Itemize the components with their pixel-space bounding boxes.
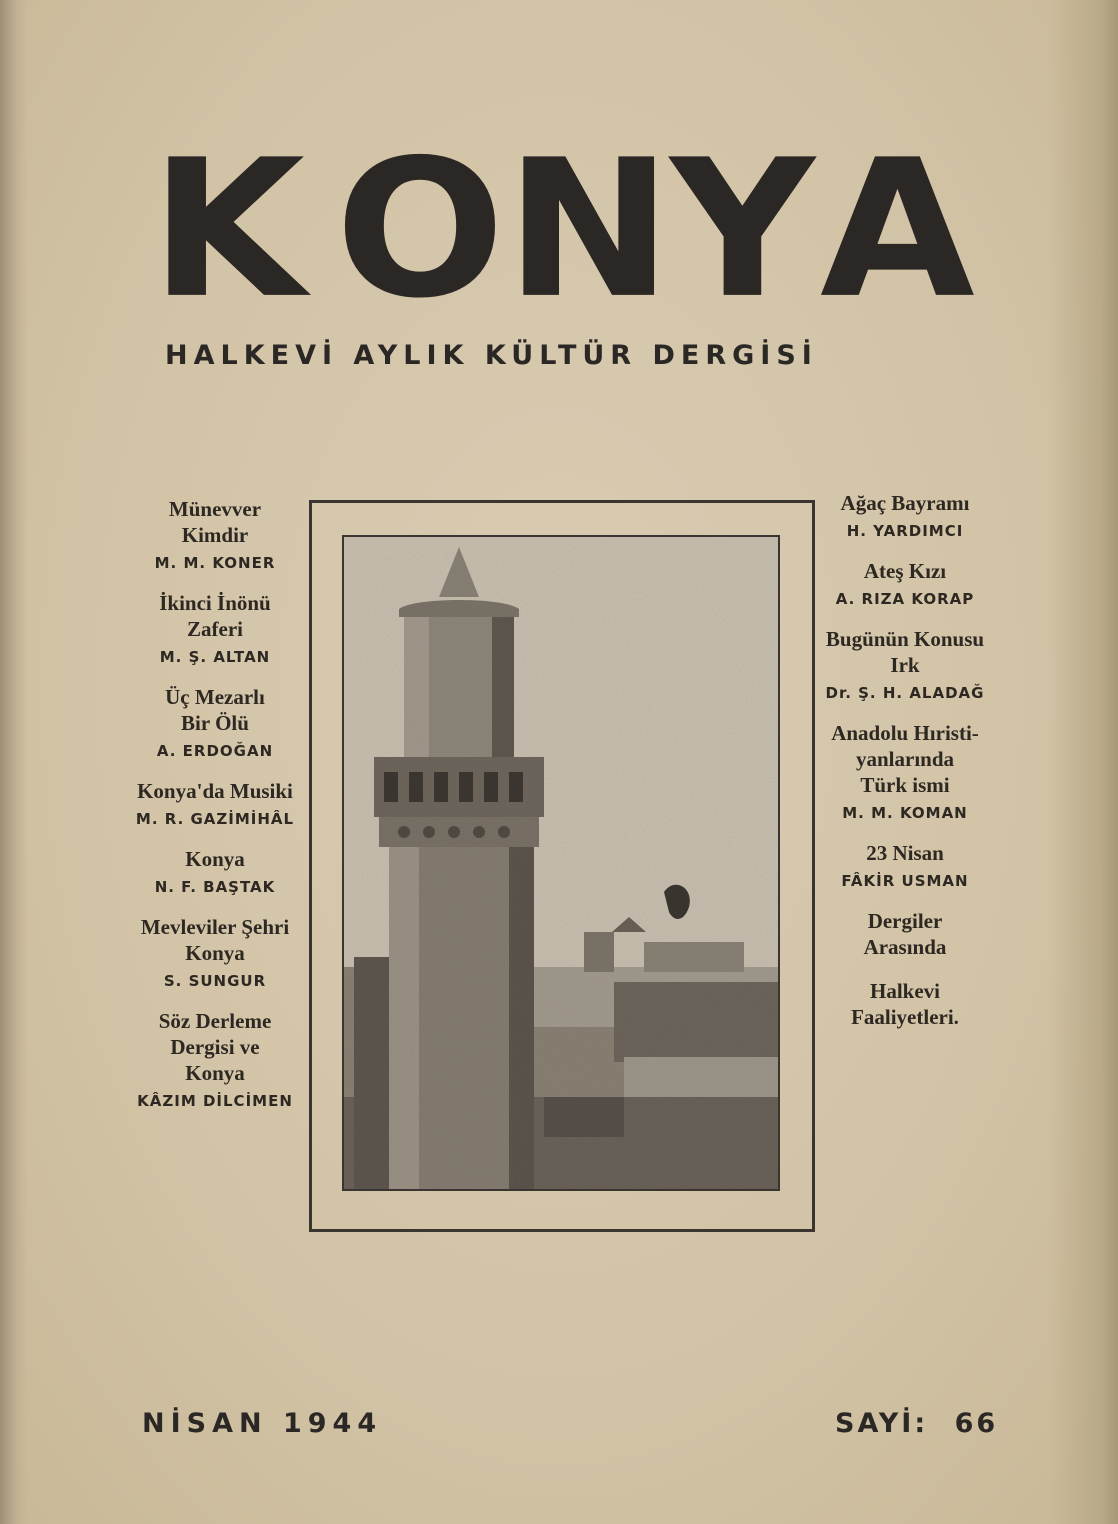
- article-entry: [115, 590, 315, 666]
- article-entry: [805, 490, 1005, 540]
- article-title: Anadolu Hıristi- yanlarında Türk ismi: [831, 721, 979, 797]
- issue-number: [835, 1408, 998, 1439]
- article-title: Söz Derleme Dergisi ve Konya: [158, 1009, 272, 1085]
- article-entry: [805, 840, 1005, 890]
- article-title: Konya'da Musiki: [137, 779, 293, 803]
- article-entry: [115, 914, 315, 990]
- article-title: Ateş Kızı: [863, 559, 947, 583]
- issue-label: SAYİ:: [835, 1408, 929, 1439]
- article-entry: [805, 626, 1005, 702]
- article-author: KÂZIM DİLCİMEN: [137, 1092, 293, 1110]
- article-author: M. M. KONER: [154, 554, 276, 572]
- masthead-title: [140, 119, 975, 341]
- article-title: 23 Nisan: [866, 841, 944, 865]
- article-title: Dergiler Arasında: [863, 909, 947, 959]
- article-author: FÂKİR USMAN: [841, 872, 969, 890]
- article-entry: [805, 720, 1005, 822]
- left-contents-column: [115, 496, 315, 1128]
- article-entry: [805, 908, 1005, 960]
- masthead-letter-k: K: [150, 119, 305, 341]
- article-title: Üç Mezarlı Bir Ölü: [165, 685, 265, 735]
- article-title: İkinci İnönü Zaferi: [159, 591, 271, 641]
- masthead-letter-a: A: [820, 119, 975, 341]
- article-author: M. Ş. ALTAN: [159, 648, 271, 666]
- article-entry: [805, 978, 1005, 1030]
- article-author: H. YARDIMCI: [846, 522, 964, 540]
- article-title: Ağaç Bayramı: [840, 491, 970, 515]
- article-author: Dr. Ş. H. ALADAĞ: [825, 684, 985, 702]
- article-title: Konya: [185, 847, 245, 871]
- article-title: Münevver Kimdir: [168, 497, 262, 547]
- article-entry: [115, 496, 315, 572]
- article-author: A. ERDOĞAN: [156, 742, 274, 760]
- article-entry: [805, 558, 1005, 608]
- article-author: N. F. BAŞTAK: [154, 878, 276, 896]
- article-entry: [115, 1008, 315, 1110]
- minaret-photo-illustration: [344, 537, 778, 1189]
- page-right-edge: [1048, 0, 1118, 1524]
- article-entry: [115, 684, 315, 760]
- article-author: S. SUNGUR: [163, 972, 267, 990]
- masthead-letter-n: N: [505, 119, 673, 341]
- issue-number-value: 66: [954, 1408, 999, 1439]
- article-title: Mevleviler Şehri Konya: [140, 915, 290, 965]
- minaret-photo: [342, 535, 780, 1191]
- article-title: Bugünün Konusu Irk: [825, 627, 985, 677]
- masthead-subtitle: HALKEVİ AYLIK KÜLTÜR DERGİSİ: [165, 340, 818, 371]
- page-left-edge: [0, 0, 28, 1524]
- cover-photo-frame: [309, 500, 815, 1232]
- article-author: M. R. GAZİMİHÂL: [135, 810, 295, 828]
- masthead-letter-y: Y: [670, 119, 815, 341]
- article-author: A. RIZA KORAP: [835, 590, 975, 608]
- right-contents-column: [805, 490, 1005, 1048]
- article-entry: [115, 778, 315, 828]
- article-entry: [115, 846, 315, 896]
- masthead-letter-o: O: [335, 119, 506, 341]
- article-title: Halkevi Faaliyetleri.: [851, 979, 959, 1029]
- article-author: M. M. KOMAN: [842, 804, 968, 822]
- issue-date: NİSAN 1944: [142, 1408, 383, 1439]
